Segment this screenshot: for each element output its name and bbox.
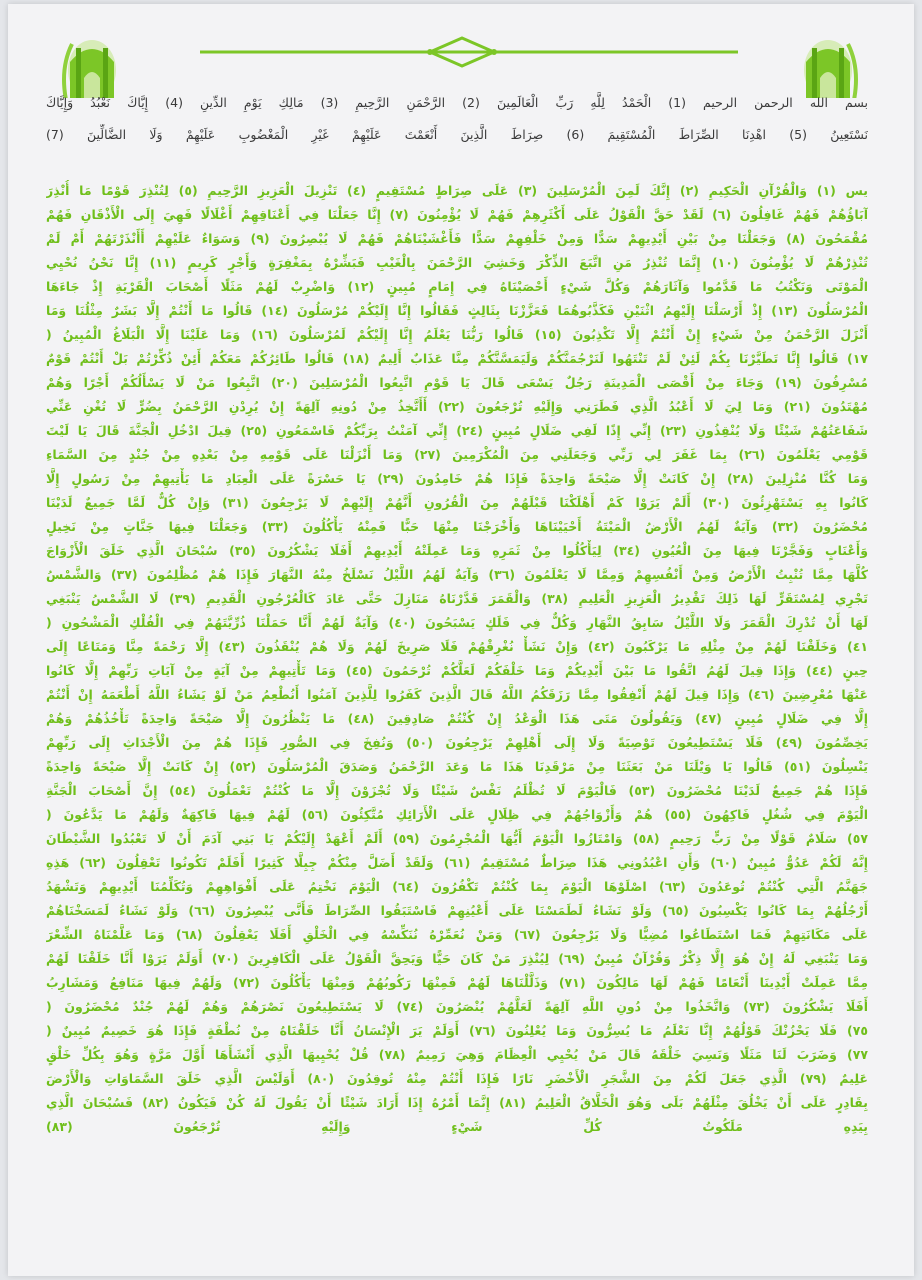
mosque-ornament-right-icon bbox=[804, 40, 856, 98]
yasin-line: إِنَّهُ لَكُمْ عَدُوٌّ مُبِينٌ (٦٠) وَأَنِ اعْبُدُونِي هَذَا صِرَاطٌ مُسْتَقِيمٌ (٦١) وَلَقَدْ أَضَلَّ مِنْكُمْ جِبِلًّا كَثِيرًا أَفَلَمْ تَكُونُوا تَعْقِلُونَ (٦٢) هَذِهِ bbox=[46, 855, 868, 870]
yasin-line: كَانُوا بِهِ يَسْتَهْزِئُونَ (٣٠) أَلَمْ يَرَوْا كَمْ أَهْلَكْنَا قَبْلَهُمْ مِنَ الْقُرُونِ أَنَّهُمْ إِلَيْهِمْ لَا يَرْجِعُونَ (٣١) وَإِنْ كُلٌّ لَمَّا جَمِيعٌ لَدَيْنَا bbox=[46, 495, 868, 510]
yasin-line: عَلِيمٌ (٧٩) الَّذِي جَعَلَ لَكُمْ مِنَ الشَّجَرِ الْأَخْضَرِ نَارًا فَإِذَا أَنْتُمْ مِنْهُ تُوقِدُونَ (٨٠) أَوَلَيْسَ الَّذِي خَلَقَ السَّمَاوَاتِ وَالْأَرْضَ bbox=[46, 1071, 868, 1086]
yasin-line: أَرْجُلُهُمْ بِمَا كَانُوا يَكْسِبُونَ (٦٥) وَلَوْ نَشَاءُ لَطَمَسْنَا عَلَى أَعْيُنِهِمْ فَاسْتَبَقُوا الصِّرَاطَ فَأَنَّى يُبْصِرُونَ (٦٦) وَلَوْ نَشَاءُ لَمَسَخْنَاهُمْ bbox=[46, 903, 868, 918]
yasin-line: عَلَى مَكَانَتِهِمْ فَمَا اسْتَطَاعُوا مُضِيًّا وَلَا يَرْجِعُونَ (٦٧) وَمَنْ نُعَمِّرْهُ نُنَكِّسْهُ فِي الْخَلْقِ أَفَلَا يَعْقِلُونَ (٦٨) وَمَا عَلَّمْنَاهُ الشِّعْرَ bbox=[46, 927, 868, 942]
yasin-line: جَهَنَّمُ الَّتِي كُنْتُمْ تُوعَدُونَ (٦٣) اصْلَوْهَا الْيَوْمَ بِمَا كُنْتُمْ تَكْفُرُونَ (٦٤) الْيَوْمَ نَخْتِمُ عَلَى أَفْوَاهِهِمْ وَتُكَلِّمُنَا أَيْدِيهِمْ وَتَشْهَدُ bbox=[46, 879, 868, 894]
yasin-line: مُسْرِفُونَ (١٩) وَجَاءَ مِنْ أَقْصَى الْمَدِينَةِ رَجُلٌ يَسْعَى قَالَ يَا قَوْمِ اتَّبِعُوا الْمُرْسَلِينَ (٢٠) اتَّبِعُوا مَنْ لَا يَسْأَلُكُمْ أَجْرًا وَهُمْ bbox=[46, 375, 868, 390]
yasin-line: وَمَا يَنْبَغِي لَهُ إِنْ هُوَ إِلَّا ذِكْرٌ وَقُرْآنٌ مُبِينٌ (٦٩) لِيُنْذِرَ مَنْ كَانَ حَيًّا وَيَحِقَّ الْقَوْلُ عَلَى الْكَافِرِينَ (٧٠) أَوَلَمْ يَرَوْا أَنَّا خَلَقْنَا لَهُمْ bbox=[46, 951, 868, 966]
header-ornament bbox=[0, 18, 922, 98]
yasin-line: تُنْذِرْهُمْ لَا يُؤْمِنُونَ (١٠) إِنَّمَا تُنْذِرُ مَنِ اتَّبَعَ الذِّكْرَ وَخَشِيَ الرَّحْمَنَ بِالْغَيْبِ فَبَشِّرْهُ بِمَغْفِرَةٍ وَأَجْرٍ كَرِيمٍ (١١) إِنَّا نَحْنُ نُحْيِي bbox=[46, 255, 868, 270]
yasin-line: ٥٧) سَلَامٌ قَوْلًا مِنْ رَبٍّ رَحِيمٍ (٥٨) وَامْتَازُوا الْيَوْمَ أَيُّهَا الْمُجْرِمُونَ (٥٩) أَلَمْ أَعْهَدْ إِلَيْكُمْ يَا بَنِي آدَمَ أَنْ لَا تَعْبُدُوا الشَّيْطَانَ bbox=[46, 831, 868, 846]
yasin-line: أَفَلَا يَشْكُرُونَ (٧٣) وَاتَّخَذُوا مِنْ دُونِ اللَّهِ آلِهَةً لَعَلَّهُمْ يُنْصَرُونَ (٧٤) لَا يَسْتَطِيعُونَ نَصْرَهُمْ وَهُمْ لَهُمْ جُنْدٌ مُحْضَرُونَ ( bbox=[46, 999, 868, 1014]
yasin-line: ٧٥) فَلَا يَحْزُنْكَ قَوْلُهُمْ إِنَّا نَعْلَمُ مَا يُسِرُّونَ وَمَا يُعْلِنُونَ (٧٦) أَوَلَمْ يَرَ الْإِنْسَانُ أَنَّا خَلَقْنَاهُ مِنْ نُطْفَةٍ فَإِذَا هُوَ خَصِيمٌ مُبِينٌ ( bbox=[46, 1023, 868, 1038]
divider-diamond-icon bbox=[200, 38, 738, 66]
yasin-line: الْيَوْمَ فِي شُغُلٍ فَاكِهُونَ (٥٥) هُمْ وَأَزْوَاجُهُمْ فِي ظِلَالٍ عَلَى الْأَرَائِكِ مُتَّكِئُونَ (٥٦) لَهُمْ فِيهَا فَاكِهَةٌ وَلَهُمْ مَا يَدَّعُونَ ( bbox=[46, 807, 868, 822]
yasin-line: عَنْهَا مُعْرِضِينَ (٤٦) وَإِذَا قِيلَ لَهُمْ أَنْفِقُوا مِمَّا رَزَقَكُمُ اللَّهُ قَالَ الَّذِينَ كَفَرُوا لِلَّذِينَ آمَنُوا أَنُطْعِمُ مَنْ لَوْ يَشَاءُ اللَّهُ أَطْعَمَهُ إِنْ أَنْتُمْ bbox=[46, 687, 868, 702]
fatiha-line: نَسْتَعِينُ (5) اهْدِنَا الصِّرَاطَ الْمُسْتَقِيمَ (6) صِرَاطَ الَّذِينَ أَنْعَمْتَ عَلَيْهِمْ غَيْرِ الْمَغْضُوبِ عَلَيْهِمْ وَلَا الضَّالِّينَ (7) bbox=[46, 127, 868, 142]
yasin-line: مُحْضَرُونَ (٣٢) وَآيَةٌ لَهُمُ الْأَرْضُ الْمَيْتَةُ أَحْيَيْنَاهَا وَأَخْرَجْنَا مِنْهَا حَبًّا فَمِنْهُ يَأْكُلُونَ (٣٣) وَجَعَلْنَا فِيهَا جَنَّاتٍ مِنْ نَخِيلٍ bbox=[46, 519, 868, 534]
yasin-line: وَأَعْنَابٍ وَفَجَّرْنَا فِيهَا مِنَ الْعُيُونِ (٣٤) لِيَأْكُلُوا مِنْ ثَمَرِهِ وَمَا عَمِلَتْهُ أَيْدِيهِمْ أَفَلَا يَشْكُرُونَ (٣٥) سُبْحَانَ الَّذِي خَلَقَ الْأَزْوَاجَ bbox=[46, 543, 868, 558]
yasin-line: يَخِصِّمُونَ (٤٩) فَلَا يَسْتَطِيعُونَ تَوْصِيَةً وَلَا إِلَى أَهْلِهِمْ يَرْجِعُونَ (٥٠) وَنُفِخَ فِي الصُّورِ فَإِذَا هُمْ مِنَ الْأَجْدَاثِ إِلَى رَبِّهِمْ bbox=[46, 735, 868, 750]
yasin-line: الْمُرْسَلُونَ (١٣) إِذْ أَرْسَلْنَا إِلَيْهِمُ اثْنَيْنِ فَكَذَّبُوهُمَا فَعَزَّزْنَا بِثَالِثٍ فَقَالُوا إِنَّا إِلَيْكُمْ مُرْسَلُونَ (١٤) قَالُوا مَا أَنْتُمْ إِلَّا بَشَرٌ مِثْلُنَا وَمَا bbox=[46, 303, 868, 318]
yasin-line: ٤١) وَخَلَقْنَا لَهُمْ مِنْ مِثْلِهِ مَا يَرْكَبُونَ (٤٢) وَإِنْ نَشَأْ نُغْرِقْهُمْ فَلَا صَرِيخَ لَهُمْ وَلَا هُمْ يُنْقَذُونَ (٤٣) إِلَّا رَحْمَةً مِنَّا وَمَتَاعًا إِلَى bbox=[46, 639, 868, 654]
yasin-line: كُلَّهَا مِمَّا تُنْبِتُ الْأَرْضُ وَمِنْ أَنْفُسِهِمْ وَمِمَّا لَا يَعْلَمُونَ (٣٦) وَآيَةٌ لَهُمُ اللَّيْلُ نَسْلَخُ مِنْهُ النَّهَارَ فَإِذَا هُمْ مُظْلِمُونَ (٣٧) وَالشَّمْسُ bbox=[46, 567, 868, 582]
yasin-line: الْمَوْتَى وَنَكْتُبُ مَا قَدَّمُوا وَآثَارَهُمْ وَكُلَّ شَيْءٍ أَحْصَيْنَاهُ فِي إِمَامٍ مُبِينٍ (١٢) وَاضْرِبْ لَهُمْ مَثَلًا أَصْحَابَ الْقَرْيَةِ إِذْ جَاءَهَا bbox=[46, 279, 868, 294]
yasin-line: حِينٍ (٤٤) وَإِذَا قِيلَ لَهُمُ اتَّقُوا مَا بَيْنَ أَيْدِيكُمْ وَمَا خَلْفَكُمْ لَعَلَّكُمْ تُرْحَمُونَ (٤٥) وَمَا تَأْتِيهِمْ مِنْ آيَةٍ مِنْ آيَاتِ رَبِّهِمْ إِلَّا كَانُوا bbox=[46, 663, 868, 678]
yasin-line: بِيَدِهِ مَلَكُوتُ كُلِّ شَيْءٍ وَإِلَيْهِ تُرْجَعُونَ (٨٣) bbox=[46, 1119, 868, 1134]
yasin-line: مِمَّا عَمِلَتْ أَيْدِينَا أَنْعَامًا فَهُمْ لَهَا مَالِكُونَ (٧١) وَذَلَّلْنَاهَا لَهُمْ فَمِنْهَا رَكُوبُهُمْ وَمِنْهَا يَأْكُلُونَ (٧٢) وَلَهُمْ فِيهَا مَنَافِعُ وَمَشَارِبُ bbox=[46, 975, 868, 990]
yasin-line: أَنْزَلَ الرَّحْمَنُ مِنْ شَيْءٍ إِنْ أَنْتُمْ إِلَّا تَكْذِبُونَ (١٥) قَالُوا رَبُّنَا يَعْلَمُ إِنَّا إِلَيْكُمْ لَمُرْسَلُونَ (١٦) وَمَا عَلَيْنَا إِلَّا الْبَلَاغُ الْمُبِينُ ( bbox=[46, 327, 868, 342]
mosque-ornament-left-icon bbox=[64, 40, 116, 98]
yasin-line: مُهْتَدُونَ (٢١) وَمَا لِيَ لَا أَعْبُدُ الَّذِي فَطَرَنِي وَإِلَيْهِ تُرْجَعُونَ (٢٢) أَأَتَّخِذُ مِنْ دُونِهِ آلِهَةً إِنْ يُرِدْنِ الرَّحْمَنُ بِضُرٍّ لَا تُغْنِ عَنِّي bbox=[46, 399, 868, 414]
yasin-line: يَنْسِلُونَ (٥١) قَالُوا يَا وَيْلَنَا مَنْ بَعَثَنَا مِنْ مَرْقَدِنَا هَذَا مَا وَعَدَ الرَّحْمَنُ وَصَدَقَ الْمُرْسَلُونَ (٥٢) إِنْ كَانَتْ إِلَّا صَيْحَةً وَاحِدَةً bbox=[46, 759, 868, 774]
yasin-line: إِلَّا فِي ضَلَالٍ مُبِينٍ (٤٧) وَيَقُولُونَ مَتَى هَذَا الْوَعْدُ إِنْ كُنْتُمْ صَادِقِينَ (٤٨) مَا يَنْظُرُونَ إِلَّا صَيْحَةً وَاحِدَةً تَأْخُذُهُمْ وَهُمْ bbox=[46, 711, 868, 726]
yasin-line: فَإِذَا هُمْ جَمِيعٌ لَدَيْنَا مُحْضَرُونَ (٥٣) فَالْيَوْمَ لَا تُظْلَمُ نَفْسٌ شَيْئًا وَلَا تُجْزَوْنَ إِلَّا مَا كُنْتُمْ تَعْمَلُونَ (٥٤) إِنَّ أَصْحَابَ الْجَنَّةِ bbox=[46, 783, 868, 798]
yasin-line: شَفَاعَتُهُمْ شَيْئًا وَلَا يُنْقِذُونِ (٢٣) إِنِّي إِذًا لَفِي ضَلَالٍ مُبِينٍ (٢٤) إِنِّي آمَنْتُ بِرَبِّكُمْ فَاسْمَعُونِ (٢٥) قِيلَ ادْخُلِ الْجَنَّةَ قَالَ يَا لَيْتَ bbox=[46, 423, 868, 438]
yasin-line: قَوْمِي يَعْلَمُونَ (٢٦) بِمَا غَفَرَ لِي رَبِّي وَجَعَلَنِي مِنَ الْمُكْرَمِينَ (٢٧) وَمَا أَنْزَلْنَا عَلَى قَوْمِهِ مِنْ بَعْدِهِ مِنْ جُنْدٍ مِنَ السَّمَاءِ bbox=[46, 447, 868, 462]
yasin-line: تَجْرِي لِمُسْتَقَرٍّ لَهَا ذَلِكَ تَقْدِيرُ الْعَزِيزِ الْعَلِيمِ (٣٨) وَالْقَمَرَ قَدَّرْنَاهُ مَنَازِلَ حَتَّى عَادَ كَالْعُرْجُونِ الْقَدِيمِ (٣٩) لَا الشَّمْسُ يَنْبَغِي bbox=[46, 591, 868, 606]
yasin-line: وَمَا كُنَّا مُنْزِلِينَ (٢٨) إِنْ كَانَتْ إِلَّا صَيْحَةً وَاحِدَةً فَإِذَا هُمْ خَامِدُونَ (٢٩) يَا حَسْرَةً عَلَى الْعِبَادِ مَا يَأْتِيهِمْ مِنْ رَسُولٍ إِلَّا bbox=[46, 471, 868, 486]
yasin-line: آبَاؤُهُمْ فَهُمْ غَافِلُونَ (٦) لَقَدْ حَقَّ الْقَوْلُ عَلَى أَكْثَرِهِمْ فَهُمْ لَا يُؤْمِنُونَ (٧) إِنَّا جَعَلْنَا فِي أَعْنَاقِهِمْ أَغْلَالًا فَهِيَ إِلَى الْأَذْقَانِ فَهُمْ bbox=[46, 207, 868, 222]
yasin-line: يس (١) وَالْقُرْآنِ الْحَكِيمِ (٢) إِنَّكَ لَمِنَ الْمُرْسَلِينَ (٣) عَلَى صِرَاطٍ مُسْتَقِيمٍ (٤) تَنْزِيلَ الْعَزِيزِ الرَّحِيمِ (٥) لِتُنْذِرَ قَوْمًا مَا أُنْذِرَ bbox=[46, 183, 868, 198]
yasin-line: بِقَادِرٍ عَلَى أَنْ يَخْلُقَ مِثْلَهُمْ بَلَى وَهُوَ الْخَلَّاقُ الْعَلِيمُ (٨١) إِنَّمَا أَمْرُهُ إِذَا أَرَادَ شَيْئًا أَنْ يَقُولَ لَهُ كُنْ فَيَكُونُ (٨٢) فَسُبْحَانَ الَّذِي bbox=[46, 1095, 868, 1110]
yasin-line: مُقْمَحُونَ (٨) وَجَعَلْنَا مِنْ بَيْنِ أَيْدِيهِمْ سَدًّا وَمِنْ خَلْفِهِمْ سَدًّا فَأَغْشَيْنَاهُمْ فَهُمْ لَا يُبْصِرُونَ (٩) وَسَوَاءٌ عَلَيْهِمْ أَأَنْذَرْتَهُمْ أَمْ لَمْ bbox=[46, 231, 868, 246]
yasin-line: ٧٧) وَضَرَبَ لَنَا مَثَلًا وَنَسِيَ خَلْقَهُ قَالَ مَنْ يُحْيِي الْعِظَامَ وَهِيَ رَمِيمٌ (٧٨) قُلْ يُحْيِيهَا الَّذِي أَنْشَأَهَا أَوَّلَ مَرَّةٍ وَهُوَ بِكُلِّ خَلْقٍ bbox=[46, 1047, 868, 1062]
yasin-line: لَهَا أَنْ تُدْرِكَ الْقَمَرَ وَلَا اللَّيْلُ سَابِقُ النَّهَارِ وَكُلٌّ فِي فَلَكٍ يَسْبَحُونَ (٤٠) وَآيَةٌ لَهُمْ أَنَّا حَمَلْنَا ذُرِّيَّتَهُمْ فِي الْفُلْكِ الْمَشْحُونِ ( bbox=[46, 615, 868, 630]
yasin-line: ١٧) قَالُوا إِنَّا تَطَيَّرْنَا بِكُمْ لَئِنْ لَمْ تَنْتَهُوا لَنَرْجُمَنَّكُمْ وَلَيَمَسَّنَّكُمْ مِنَّا عَذَابٌ أَلِيمٌ (١٨) قَالُوا طَائِرُكُمْ مَعَكُمْ أَئِنْ ذُكِّرْتُمْ بَلْ أَنْتُمْ قَوْمٌ bbox=[46, 351, 868, 366]
fatiha-line: بسم الله الرحمن الرحيم (1) الْحَمْدُ لِلَّهِ رَبِّ الْعَالَمِينَ (2) الرَّحْمَنِ الرَّحِيمِ (3) مَالِكِ يَوْمِ الدِّينِ (4) إِيَّاكَ نَعْبُدُ وَإِيَّاكَ bbox=[46, 95, 868, 110]
